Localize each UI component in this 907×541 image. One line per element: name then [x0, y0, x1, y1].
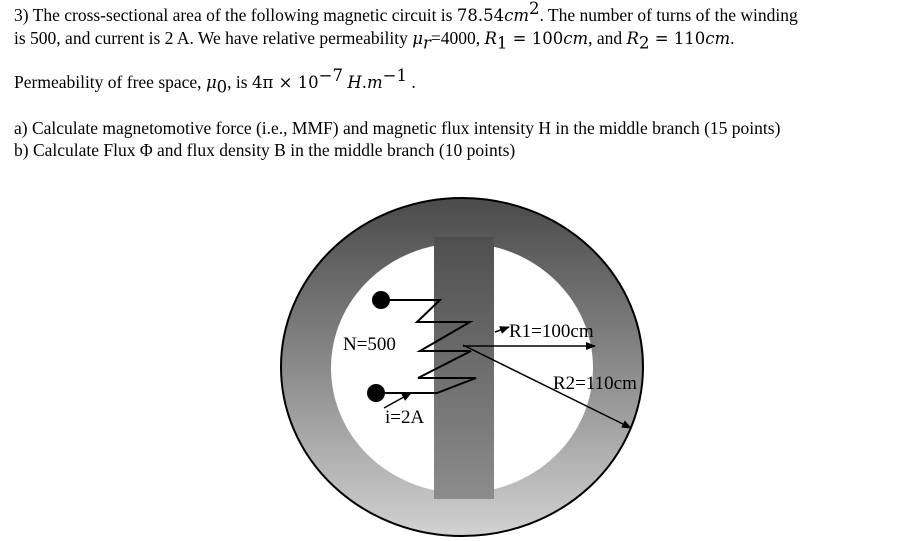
r1-label: R1=100cm: [509, 321, 594, 342]
problem-text: 3) The cross-sectional area of the following magnetic circuit is: [14, 5, 457, 25]
unit-dot: .: [361, 73, 367, 92]
mu-r-subscript: r: [422, 33, 431, 53]
r1-value: = 100: [507, 29, 564, 48]
problem-text: . The number of turns of the winding: [539, 5, 798, 25]
middle-leg: [434, 237, 494, 499]
r1-symbol: R: [484, 29, 497, 48]
problem-text: , and: [588, 28, 627, 48]
unit-henry: H: [347, 73, 362, 92]
r2-subscript: 2: [638, 33, 650, 53]
area-unit: cm: [504, 6, 529, 25]
permeability-text: Permeability of free space,: [14, 72, 206, 92]
mu-symbol: μ: [412, 29, 423, 48]
r2-symbol: R: [626, 29, 639, 48]
r2-value: = 110: [649, 29, 706, 48]
times-ten: × 10: [273, 73, 319, 92]
current-label: i=2A: [385, 407, 425, 428]
r2-label: R2=110cm: [553, 373, 637, 394]
question-a: a) Calculate magnetomotive force (i.e., MMF) and magnetic flux intensity H in the middle branch (15 points): [14, 118, 781, 138]
four-pi: 4π: [251, 73, 274, 92]
problem-text: .: [730, 28, 735, 48]
r1-unit: cm: [563, 29, 589, 48]
area-exponent: 2: [529, 0, 540, 19]
area-value: 78.54: [456, 6, 505, 25]
r2-unit: cm: [705, 29, 731, 48]
turns-label: N=500: [343, 334, 396, 355]
power-exponent: −7: [318, 66, 343, 86]
r1-subscript: 1: [496, 33, 508, 53]
unit-meter: m: [366, 73, 383, 92]
permeability-text: , is: [227, 72, 252, 92]
mu0-symbol: μ: [205, 73, 217, 92]
question-b: b) Calculate Flux Φ and flux density B in the middle branch (10 points): [14, 140, 516, 160]
mu-r-value: =4000,: [430, 28, 485, 48]
unit-exponent: −1: [382, 66, 407, 86]
permeability-text: .: [411, 72, 416, 92]
mu0-subscript: 0: [216, 77, 228, 97]
problem-text: is 500, and current is 2 A. We have relative permeability: [14, 28, 413, 48]
